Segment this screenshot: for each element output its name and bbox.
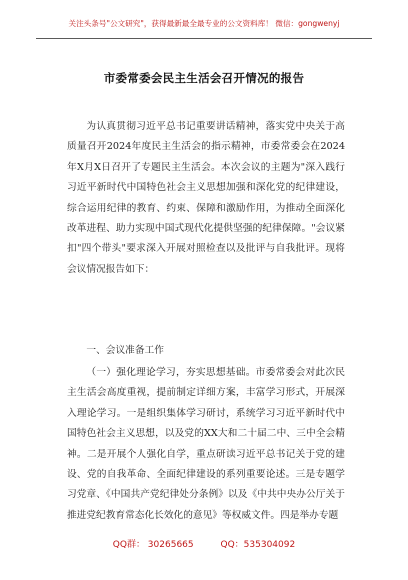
footer-qq: QQ：535304092 (220, 540, 296, 550)
footer-qq-group: QQ群： 30265665 (112, 540, 194, 550)
body-paragraph: （一）强化理论学习，夯实思想基础。市委常委会对此次民主生活会高度重视，提前制定详细方案，丰富学习形式，开展深入理论学习。一是组织集体学习研讨，系统学习习近平新时代中国特色社会主义思想，以及党的XX大和二十届二中、三中全会精神。二是开展个人强化自学，重点研读习近平总书记关于党的建设、党的自我革命、全面纪律建设的系列重要论述。三是专题学习党章、《中国共产党纪律处分条例》以及《中共中央办公厅关于推进党纪教育常态化长效化的意见》等权威文件。四是举办专题 (67, 367, 345, 521)
document-title: 市委常委会民主生活会召开情况的报告 (103, 71, 305, 85)
section-heading: 一、会议准备工作 (86, 345, 164, 356)
intro-paragraph: 为认真贯彻习近平总书记重要讲话精神，落实党中央关于高质量召开2024年度民主生活会的指示精神，市委常委会在2024年X月X日召开了专题民主生活会。本次会议的主题为"深入践行习近平新时代中国特色社会主义思想加强和深化党的纪律建设，综合运用纪律的教育、约束、保障和激励作用，为推动全面深化改革进程、助力实现中国式现代化提供坚强的纪律保障。"会议紧扣"四个带头"要求深入开展对照检查以及批评与自我批评。现将会议情况报告如下： (67, 121, 345, 275)
footer-contact (0, 537, 408, 550)
header-promo-note: 关注头条号"公文研究"，获得最新最全最专业的公文资料库！ 微信：gongwenyj (68, 19, 340, 28)
header-bar (36, 14, 372, 39)
